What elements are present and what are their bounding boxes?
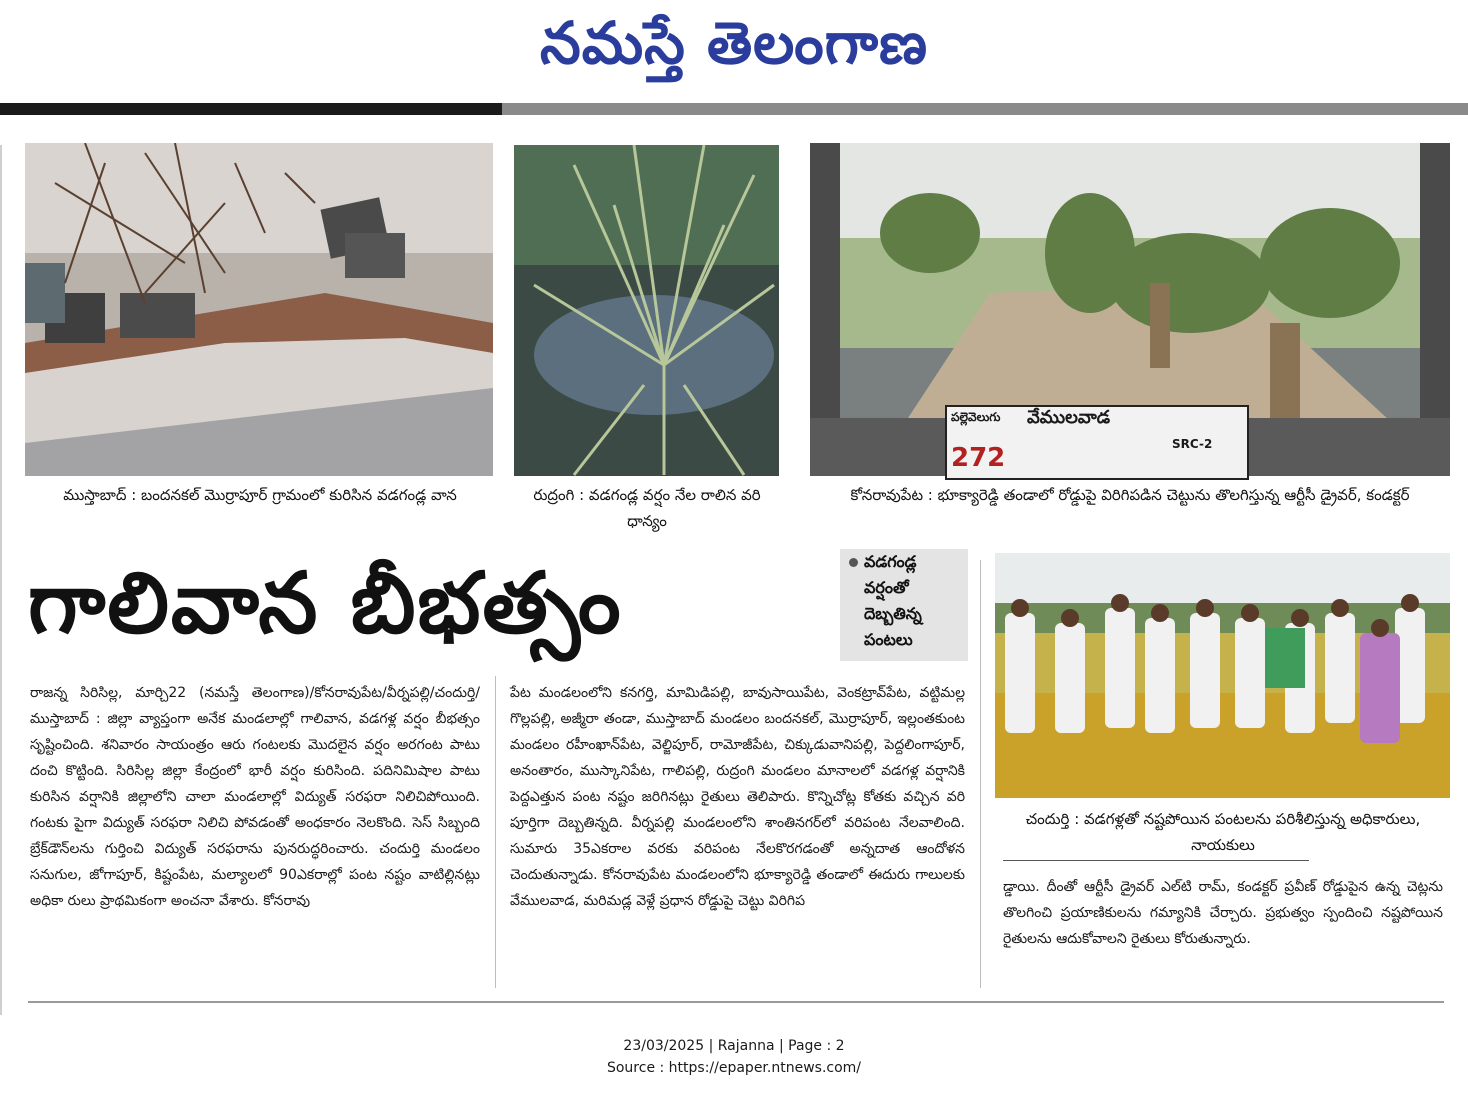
caption-photo-4: చందుర్తి : వడగళ్లతో నష్టపోయిన పంటలను పరిశీలిస్తున్న అధికారులు, నాయకులు xyxy=(1025,810,1421,854)
footer-source-link[interactable]: Source : https://epaper.ntnews.com/ xyxy=(606,1060,862,1076)
masthead-rule-grey xyxy=(502,103,1468,115)
footer-date-edition: 23/03/2025 | Rajanna | Page : 2 xyxy=(623,1038,845,1054)
article-column-3 xyxy=(1003,874,1443,952)
bus-depot: SRC-2 xyxy=(1172,437,1213,451)
bus-destination: వేములవాడ xyxy=(1027,407,1111,428)
main-headline: గాలివాన బీభత్సం xyxy=(28,554,623,652)
article-text-col3: డ్డాయి. దీంతో ఆర్టీసీ డ్రైవర్ ఎల్‌టి రామ్, కండక్టర్ ప్రవీణ్ రోడ్డుపైన ఉన్న చెట్లను తొలగించి ప్రయాణికులను గమ్యానికి చేర్చారు. ప్రభుత్వం స్పందించి నష్టపోయిన రైతులను ఆదుకోవాలని రైతులు కోరుతున్నారు. xyxy=(1003,879,1443,947)
bus-route-left: పల్లెవెలుగు xyxy=(951,410,1001,424)
kicker-text: వడగండ్ల వర్షంతో దెబ్బతిన్న పంటలు xyxy=(864,552,922,649)
column-divider-2 xyxy=(980,560,981,988)
bus-number: 272 xyxy=(951,443,1006,473)
bullet-icon xyxy=(849,558,858,567)
article-text-col1: రాజన్న సిరిసిల్ల, మార్చి22 (నమస్తే తెలంగాణ)/కోనరావుపేట/వీర్నపల్లి/చందుర్తి/ముస్తాబాద్ : జిల్లా వ్యాప్తంగా అనేక మండలాల్లో గాలివాన, వడగళ్ల వర్షం బీభత్సం సృష్టించింది. శనివారం సాయంత్రం ఆరు గంటలకు మొదలైన వర్షం అరగంట పాటు దంచి కొట్టింది. సిరిసిల్ల జిల్లా కేంద్రంలో భారీ వర్షం కురిసింది. పదినిమిషాల పాటు కురిసిన వర్షానికి జిల్లాలోని చాలా మండలాల్లో విద్యుత్ సరఫరా నిలిచిపోయింది. గంటకు పైగా విద్యుత్ సరఫరా నిలిచి పోవడంతో అంధకారం నెలకొంది. సెస్ సిబ్బంది బ్రేక్‌డౌన్‌లను గుర్తించి విద్యుత్ సరఫరాను పునరుద్ధరించారు. చందుర్తి మండలం సనుగుల, జోగాపూర్, కిష్టంపేట, మల్యాలలో 90ఎకరాల్లో పంట నష్టం వాటిల్లినట్లు అధికా రులు ప్రాథమికంగా అంచనా వేశారు. కోనరావు xyxy=(30,685,480,909)
photo-paddy-grain-fallen xyxy=(514,145,779,476)
caption-photo-2: రుద్రంగి : వడగండ్ల వర్షం నేల రాలిన వరి ధాన్యం xyxy=(533,486,761,530)
article-column-1 xyxy=(30,680,480,914)
column-divider-1 xyxy=(495,676,496,988)
photo-hailstorm-village xyxy=(25,143,493,476)
photo-officials-inspecting-crops xyxy=(995,553,1450,798)
masthead-rule-dark xyxy=(0,103,502,115)
bus-route-board xyxy=(945,405,1249,480)
page-left-border xyxy=(0,145,2,1015)
caption-photo-3: కోనరావుపేట : భూక్యారెడ్డి తండాలో రోడ్డుపై విరిగిపడిన చెట్టును తొలగిస్తున్న ఆర్టీసీ డ్రైవర్, కండక్టర్ xyxy=(850,486,1410,504)
caption-underline xyxy=(1003,860,1309,861)
caption-photo-1: ముస్తాబాద్ : బందనకల్ మొర్రాపూర్ గ్రామంలో కురిసిన వడగండ్ల వాన xyxy=(63,486,457,504)
page-bottom-rule xyxy=(28,1001,1444,1003)
kicker-box xyxy=(840,549,968,661)
article-text-col2: పేట మండలంలోని కనగర్తి, మామిడిపల్లి, బావుసాయిపేట, వెంకట్రావ్‌పేట, వట్టిమల్ల గొల్లపల్లి, అజ్మీరా తండా, ముస్తాబాద్ మండలం బందనకల్, మొర్రాపూర్, ఇల్లంతకుంట మండలం రహీంఖాన్‌పేట, వెల్జిపూర్, రామోజీపేట, చిక్కుడువానిపల్లి, పెద్దలింగాపూర్, అనంతారం, ముస్కానిపేట, గాలిపల్లి, రుద్రంగి మండలం మానాలలో వడగళ్ల వర్షానికి పెద్దఎత్తున పంట నష్టం జరిగినట్లు రైతులు తెలిపారు. కొన్నిచోట్ల కోతకు వచ్చిన వరి పూర్తిగా దెబ్బతిన్నది. వీర్నపల్లి మండలంలోని శాంతినగర్‌లో వరిపంట నేలవాలింది. సుమారు 35ఎకరాల వరకు వరిపంట నేలకొరగడంతో అన్నదాత ఆందోళన చెందుతున్నాడు. కోనరావుపేట మండలంలోని భూక్యారెడ్డి తండాలో ఈదురు గాలులకు వేములవాడ, మరిమడ్ల వెళ్లే ప్రధాన రోడ్డుపై చెట్టు విరిగిప xyxy=(510,685,965,909)
masthead-logo: నమస్తే తెలంగాణ xyxy=(540,9,928,77)
article-column-2 xyxy=(510,680,965,914)
